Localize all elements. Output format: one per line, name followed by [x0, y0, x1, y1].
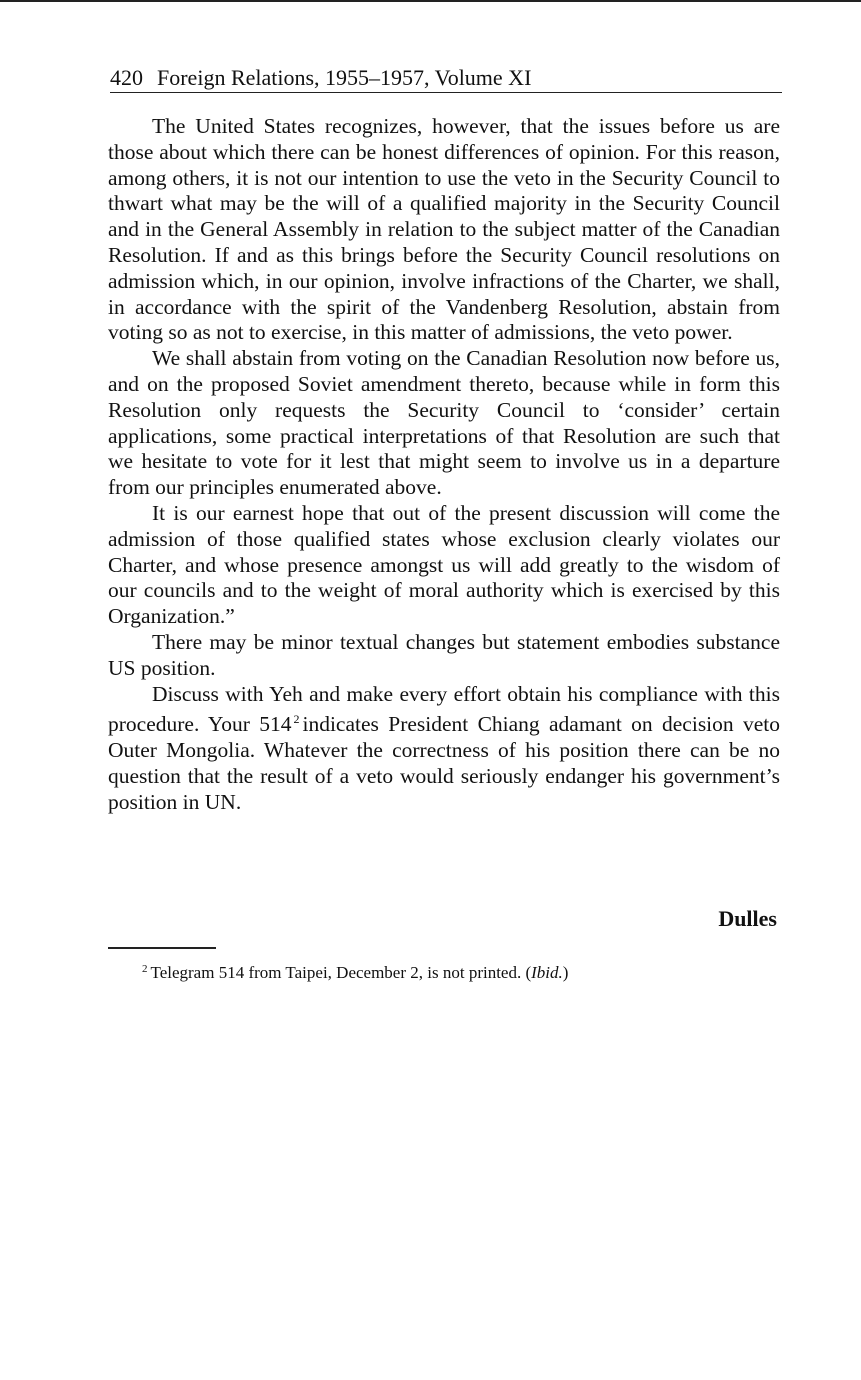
footnote [142, 958, 568, 984]
footnote-close: ) [562, 963, 569, 982]
paragraph-text: Discuss with Yeh and make every effort obtain his compliance with this procedure. Your 514 [108, 681, 780, 737]
footnote-ibid: Ibid. [531, 963, 563, 982]
paragraph: The United States recognizes, however, that the issues before us are those about which there can be honest differences of opinion. For this reason, among others, it is not our intention to use the veto in the Security Council to thwart what may be the will of a qualified majority in the Security Council and in the General Assembly in relation to the subject matter of the Canadian Resolution. If and as this brings before the Security Council resolutions on admission which, in our opinion, involve infractions of the Charter, we shall, in accordance with the spirit of the Vandenberg Resolution, abstain from voting so as not to exercise, in this matter of admissions, the veto power. [108, 114, 780, 345]
paragraph: There may be minor textual changes but statement embodies substance US position. [108, 629, 780, 680]
footnote-text: Telegram 514 from Taipei, December 2, is not printed. ( [150, 963, 532, 982]
footnote-divider [108, 947, 216, 949]
paragraph [108, 682, 780, 816]
paragraph: We shall abstain from voting on the Canadian Resolution now before us, and on the proposed Soviet amendment thereto, because while in form this Resolution only requests the Security Council to ‘consider’ certain applications, some practical interpretations of that Resolution are such that we hesitate to vote for it lest that might seem to involve us in a departure from our principles enumerated above. [108, 346, 780, 500]
footnote-marker: 2 [142, 963, 148, 975]
paragraph: It is our earnest hope that out of the present discussion will come the admission of those qualified states whose exclusion clearly violates our Charter, and whose presence amongst us will add greatly to the wisdom of our councils and to the weight of moral authority which is exercised by this Organization.” [108, 500, 780, 629]
paragraph-text: indicates President Chiang adamant on decision veto Outer Mongolia. Whatever the correctness of his position there can be no question that the result of a veto would seriously endanger his government’s position in UN. [108, 712, 781, 814]
signature: Dulles [718, 906, 777, 931]
scan-top-border [0, 0, 861, 2]
page-number: 420 [110, 65, 143, 90]
running-title: Foreign Relations, 1955–1957, Volume XI [157, 65, 532, 90]
running-header [110, 64, 782, 93]
body-text [108, 114, 780, 816]
footnote-reference: 2 [293, 712, 300, 727]
